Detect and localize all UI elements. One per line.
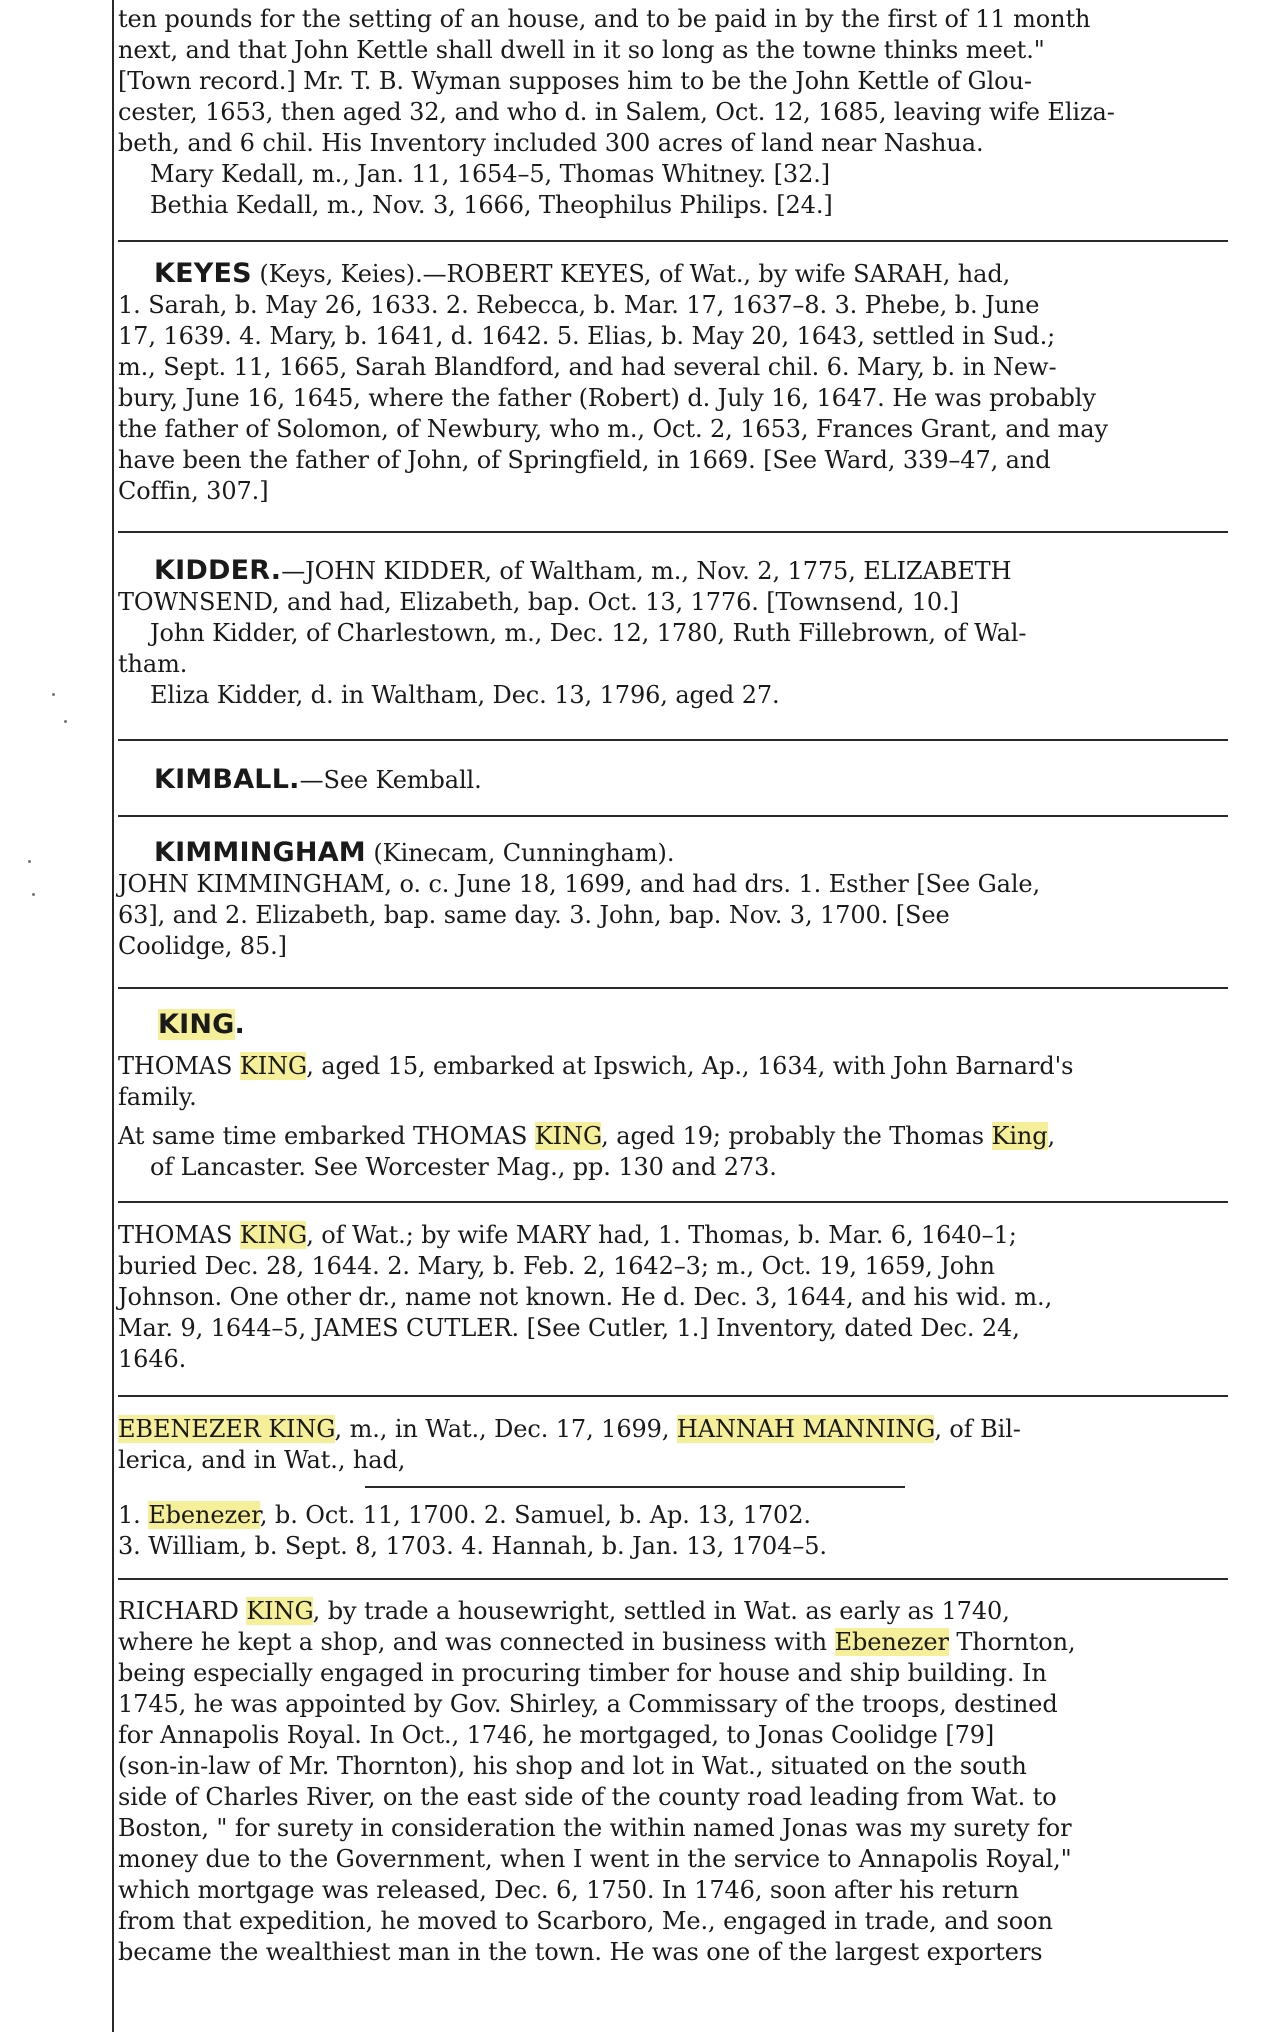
search-highlight: Ebenezer — [834, 1628, 949, 1656]
text-line: TOWNSEND, and had, Elizabeth, bap. Oct. 13, 1776. [Townsend, 10.] — [118, 588, 959, 616]
text-line: cester, 1653, then aged 32, and who d. in Salem, Oct. 12, 1685, leaving wife Eliza- — [118, 98, 1115, 126]
surname-heading: KEYES — [154, 258, 252, 289]
entry-heading-line — [118, 764, 1228, 796]
section-divider — [118, 1395, 1228, 1397]
heading-text: —See Kemball. — [299, 766, 482, 794]
text-line: of Lancaster. See Worcester Mag., pp. 130 and 273. — [150, 1153, 777, 1181]
search-highlight: King — [991, 1122, 1048, 1150]
text-line: 1646. — [118, 1345, 187, 1373]
text-line: Eliza Kidder, d. in Waltham, Dec. 13, 1796, aged 27. — [150, 681, 780, 709]
text-line: bury, June 16, 1645, where the father (Robert) d. July 16, 1647. He was probably — [118, 384, 1096, 412]
text-line: 3. William, b. Sept. 8, 1703. 4. Hannah, b. Jan. 13, 1704–5. — [118, 1532, 827, 1560]
entry-heading-line — [118, 837, 1228, 869]
section-divider — [118, 739, 1228, 741]
text-line: from that expedition, he moved to Scarboro, Me., engaged in trade, and soon — [118, 1907, 1053, 1935]
text-line: being especially engaged in procuring timber for house and ship building. In — [118, 1659, 1047, 1687]
text-line: where he kept a shop, and was connected in business with Ebenezer Thornton, — [118, 1628, 1076, 1656]
text-line: which mortgage was released, Dec. 6, 1750. In 1746, soon after his return — [118, 1876, 1020, 1904]
section-divider — [118, 987, 1228, 989]
text-line: THOMAS KING, aged 15, embarked at Ipswich, Ap., 1634, with John Barnard's — [118, 1052, 1074, 1080]
short-divider — [365, 1486, 905, 1488]
scan-speck — [28, 860, 31, 863]
text-line: JOHN KIMMINGHAM, o. c. June 18, 1699, and had drs. 1. Esther [See Gale, — [118, 870, 1041, 898]
king-paragraph-5 — [118, 1500, 1228, 1562]
text-line: 17, 1639. 4. Mary, b. 1641, d. 1642. 5. Elias, b. May 20, 1643, settled in Sud.; — [118, 322, 1056, 350]
kimmingham-entry — [118, 837, 1228, 962]
text-line: Boston, " for surety in consideration the within named Jonas was my surety for — [118, 1814, 1072, 1842]
text-line: EBENEZER KING, m., in Wat., Dec. 17, 1699, HANNAH MANNING, of Bil- — [118, 1415, 1021, 1443]
text-line: became the wealthiest man in the town. He was one of the largest exporters — [118, 1938, 1043, 1966]
text-line: lerica, and in Wat., had, — [118, 1446, 406, 1474]
text-line: Mar. 9, 1644–5, JAMES CUTLER. [See Cutler, 1.] Inventory, dated Dec. 24, — [118, 1314, 1020, 1342]
text-line: [Town record.] Mr. T. B. Wyman supposes him to be the John Kettle of Glou- — [118, 67, 1032, 95]
king-paragraph-4 — [118, 1414, 1228, 1476]
search-highlight: EBENEZER KING — [118, 1415, 335, 1443]
search-highlight: HANNAH MANNING — [676, 1415, 935, 1443]
kedall-entries — [150, 159, 1228, 221]
left-column-rule — [112, 0, 114, 2032]
surname-heading: KIMMINGHAM — [154, 837, 366, 868]
text-line: money due to the Government, when I went in the service to Annapolis Royal," — [118, 1845, 1072, 1873]
scan-speck — [32, 893, 35, 896]
scan-speck — [64, 720, 67, 723]
kidder-entry — [118, 555, 1228, 711]
text-line: family. — [118, 1083, 197, 1111]
text-line: 1745, he was appointed by Gov. Shirley, a Commissary of the troops, destined — [118, 1690, 1058, 1718]
surname-heading: KIDDER. — [154, 555, 282, 586]
king-entry — [118, 1009, 1228, 1041]
entry-heading-line — [118, 1009, 1228, 1041]
text-line: the father of Solomon, of Newbury, who m., Oct. 2, 1653, Frances Grant, and may — [118, 415, 1108, 443]
heading-text: (Kinecam, Cunningham). — [365, 839, 675, 867]
heading-text: (Keys, Keies).—ROBERT KEYES, of Wat., by wife SARAH, had, — [251, 260, 1011, 288]
heading-text: —JOHN KIDDER, of Waltham, m., Nov. 2, 1775, ELIZABETH — [281, 557, 1012, 585]
text-line: ten pounds for the setting of an house, and to be paid in by the first of 11 month — [118, 5, 1091, 33]
text-line: John Kidder, of Charlestown, m., Dec. 12, 1780, Ruth Fillebrown, of Wal- — [150, 619, 1027, 647]
text-line: Coffin, 307.] — [118, 477, 269, 505]
text-line: Bethia Kedall, m., Nov. 3, 1666, Theophilus Philips. [24.] — [150, 191, 833, 219]
section-divider — [118, 1578, 1228, 1580]
king-paragraph-6 — [118, 1596, 1228, 1968]
text-line: RICHARD KING, by trade a housewright, settled in Wat. as early as 1740, — [118, 1597, 1010, 1625]
text-line: Coolidge, 85.] — [118, 932, 287, 960]
text-line: buried Dec. 28, 1644. 2. Mary, b. Feb. 2, 1642–3; m., Oct. 19, 1659, John — [118, 1252, 995, 1280]
text-line: Mary Kedall, m., Jan. 11, 1654–5, Thomas Whitney. [32.] — [150, 160, 831, 188]
section-divider — [118, 1201, 1228, 1203]
search-highlight: KING — [239, 1221, 307, 1249]
search-highlight: KING — [239, 1052, 307, 1080]
heading-text: . — [234, 1009, 245, 1040]
text-line: 1. Ebenezer, b. Oct. 11, 1700. 2. Samuel, b. Ap. 13, 1702. — [118, 1501, 811, 1529]
king-paragraph-3 — [118, 1220, 1228, 1375]
kettle-entry — [118, 4, 1228, 159]
search-highlight: Ebenezer — [148, 1501, 260, 1529]
text-line: THOMAS KING, of Wat.; by wife MARY had, 1. Thomas, b. Mar. 6, 1640–1; — [118, 1221, 1017, 1249]
text-line: Johnson. One other dr., name not known. He d. Dec. 3, 1644, and his wid. m., — [118, 1283, 1053, 1311]
entry-heading-line — [118, 258, 1228, 290]
surname-heading: KIMBALL. — [154, 764, 300, 795]
text-line: 63], and 2. Elizabeth, bap. same day. 3. John, bap. Nov. 3, 1700. [See — [118, 901, 950, 929]
text-line: m., Sept. 11, 1665, Sarah Blandford, and had several chil. 6. Mary, b. in New- — [118, 353, 1057, 381]
text-line: beth, and 6 chil. His Inventory included 300 acres of land near Nashua. — [118, 129, 984, 157]
text-line: At same time embarked THOMAS KING, aged 19; probably the Thomas King, — [118, 1122, 1056, 1150]
kimball-entry — [118, 764, 1228, 796]
section-divider — [118, 815, 1228, 817]
text-line: have been the father of John, of Springfield, in 1669. [See Ward, 339–47, and — [118, 446, 1051, 474]
section-divider — [118, 531, 1228, 533]
section-divider — [118, 240, 1228, 242]
scan-speck — [52, 693, 55, 696]
surname-heading-highlighted: KING — [158, 1009, 235, 1040]
king-paragraph-2 — [118, 1121, 1228, 1183]
keyes-entry — [118, 258, 1228, 507]
text-line: tham. — [118, 650, 188, 678]
king-paragraph-1 — [118, 1051, 1228, 1113]
text-line: next, and that John Kettle shall dwell in it so long as the towne thinks meet." — [118, 36, 1045, 64]
text-line: side of Charles River, on the east side of the county road leading from Wat. to — [118, 1783, 1057, 1811]
text-line: 1. Sarah, b. May 26, 1633. 2. Rebecca, b. Mar. 17, 1637–8. 3. Phebe, b. June — [118, 291, 1040, 319]
text-line: for Annapolis Royal. In Oct., 1746, he mortgaged, to Jonas Coolidge [79] — [118, 1721, 995, 1749]
search-highlight: KING — [534, 1122, 602, 1150]
text-line: (son-in-law of Mr. Thornton), his shop and lot in Wat., situated on the south — [118, 1752, 1027, 1780]
search-highlight: KING — [246, 1597, 313, 1625]
entry-heading-line — [118, 555, 1228, 587]
